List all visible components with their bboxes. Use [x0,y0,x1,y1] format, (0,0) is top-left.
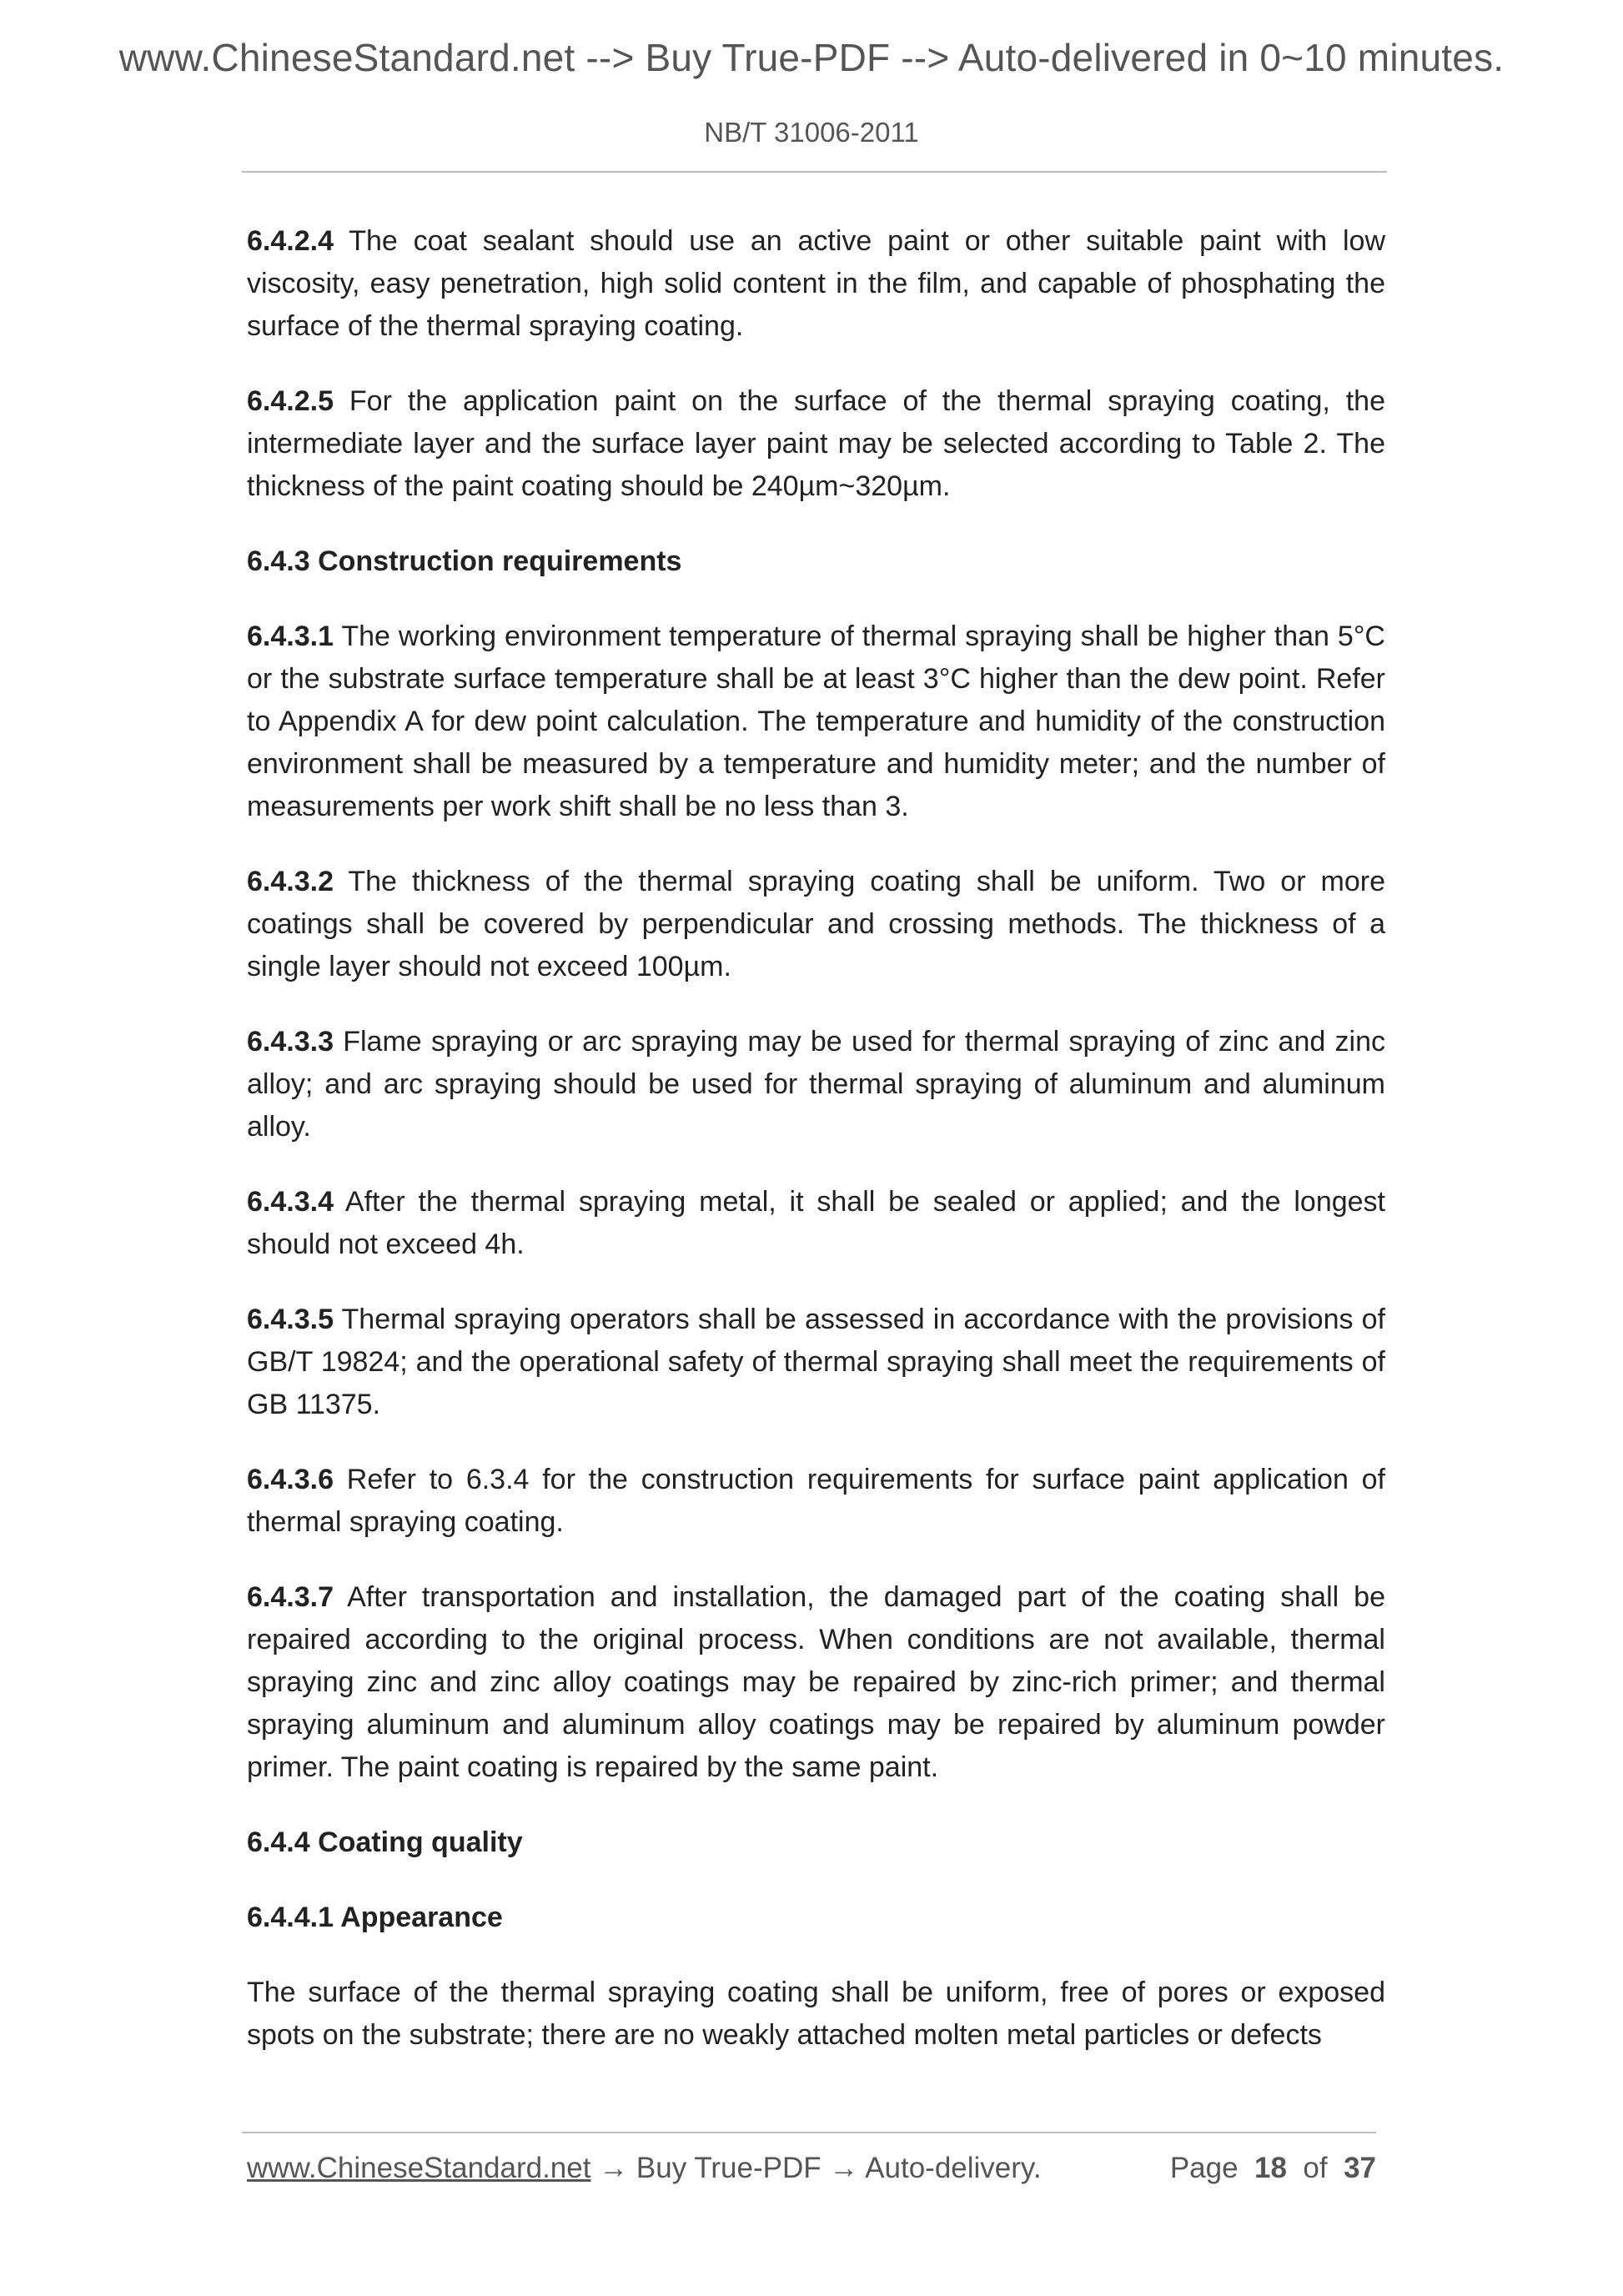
page-total: 37 [1344,2152,1376,2184]
page-current: 18 [1254,2152,1287,2184]
clause-text: Flame spraying or arc spraying may be used for thermal spraying of zinc and zinc alloy; and arc spraying should be used for thermal spraying of aluminum and aluminum alloy. [247,1026,1385,1143]
section-heading-construction-requirements: 6.4.3 Construction requirements [247,545,682,577]
footer-promo [247,2152,1042,2185]
header-divider [242,171,1387,173]
clause-text: The thickness of the thermal spraying coating shall be uniform. Two or more coatings shall be covered by perpendicular and crossing methods. The thickness of a single layer should not exceed 100µm. [247,866,1385,982]
clause-number: 6.4.3.6 [247,1464,334,1495]
subsection-heading-appearance: 6.4.4.1 Appearance [247,1902,503,1933]
of-word: of [1303,2152,1328,2184]
clause-6-4-2-5 [247,380,1385,508]
clause-number: 6.4.2.5 [247,385,334,417]
appearance-paragraph [247,1972,1385,2057]
clause-6-4-3-7 [247,1576,1385,1789]
section-heading-coating-quality: 6.4.4 Coating quality [247,1826,523,1858]
page-word: Page [1169,2152,1239,2184]
clause-text: After transportation and installation, the damaged part of the coating shall be repaired according to the original process. When conditions are not available, thermal spraying zinc and zinc alloy coatings may be repaired by zinc-rich primer; and thermal spraying aluminum and aluminum alloy coatings may be repaired by aluminum powder primer. The paint coating is repaired by the same paint. [247,1581,1385,1783]
clause-6-4-3-4 [247,1181,1385,1266]
clause-text: After the thermal spraying metal, it shall be sealed or applied; and the longest should not exceed 4h. [247,1186,1385,1260]
document-body [247,220,1385,2089]
clause-text: Refer to 6.3.4 for the construction requirements for surface paint application of thermal spraying coating. [247,1464,1385,1538]
clause-number: 6.4.3.5 [247,1304,334,1335]
page-number [1170,2152,1376,2185]
clause-number: 6.4.3.4 [247,1186,334,1218]
clause-number: 6.4.3.7 [247,1581,334,1613]
footer-trail-text: → Buy True-PDF → Auto-delivery. [590,2152,1042,2184]
clause-6-4-3-2 [247,861,1385,988]
clause-6-4-3-3 [247,1021,1385,1148]
clause-6-4-3-6 [247,1459,1385,1544]
clause-number: 6.4.3.2 [247,866,334,897]
website-link[interactable]: www.ChineseStandard.net [247,2152,591,2184]
clause-6-4-2-4 [247,220,1385,348]
clause-6-4-3-5 [247,1299,1385,1426]
clause-text: For the application paint on the surface of the thermal spraying coating, the intermediate layer and the surface layer paint may be selected according to Table 2. The thickness of the paint coating should be 240µm~320µm. [247,385,1385,502]
clause-6-4-3-1 [247,615,1385,828]
paragraph-text: The surface of the thermal spraying coating shall be uniform, free of pores or exposed spots on the substrate; there are no weakly attached molten metal particles or defects [247,1977,1385,2051]
document-code: NB/T 31006-2011 [704,117,919,148]
clause-number: 6.4.2.4 [247,225,334,257]
clause-number: 6.4.3.3 [247,1026,334,1058]
top-banner: www.ChineseStandard.net --> Buy True-PDF --> Auto-delivered in 0~10 minutes. [118,36,1505,79]
clause-number: 6.4.3.1 [247,620,334,652]
clause-text: Thermal spraying operators shall be assessed in accordance with the provisions of GB/T 19824; and the operational safety of thermal spraying shall meet the requirements of GB 11375. [247,1304,1385,1420]
footer-divider [242,2132,1376,2133]
clause-text: The working environment temperature of thermal spraying shall be higher than 5°C or the substrate surface temperature shall be at least 3°C higher than the dew point. Refer to Appendix A for dew point calculation. The temperature and humidity of the construction environment shall be measured by a temperature and humidity meter; and the number of measurements per work shift shall be no less than 3. [247,620,1385,822]
clause-text: The coat sealant should use an active paint or other suitable paint with low viscosity, easy penetration, high solid content in the film, and capable of phosphating the surface of the thermal spraying coating. [247,225,1385,342]
